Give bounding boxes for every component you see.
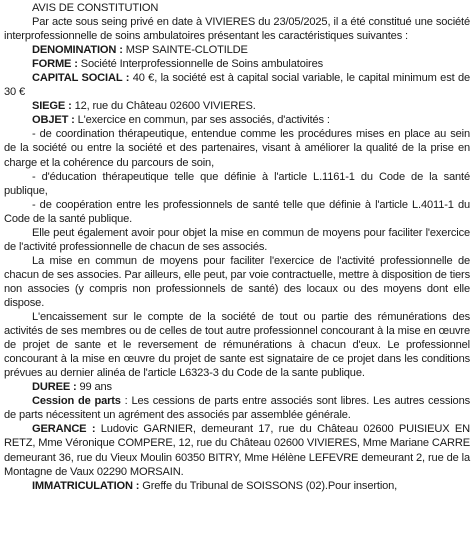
body-paragraph: La mise en commun de moyens pour faciliter l'exercice de l'activité professionnelle de chacun de ses associes. Par ailleurs, elle peut, par voie contractuelle, mettre à disposition de tiers non associes (y compris non professionnels de santé) des locaux ou des moyens dont elle dispose. [4, 254, 470, 309]
field-cession [4, 394, 470, 422]
cession-value: : Les cessions de parts entre associés sont libres. Les autres cessions de parts nécessitent un agrément des associés par assemblée générale. [4, 395, 470, 422]
objet-label: OBJET : [32, 114, 75, 127]
field-gerance [4, 422, 470, 478]
gerance-label: GERANCE : [32, 423, 96, 436]
objet-item: - d'éducation thérapeutique telle que définie à l'article L.1161-1 du Code de la santé publique, [4, 170, 470, 197]
objet-item: - de coordination thérapeutique, entendue comme les procédures mises en place au sein de la société ou entre la société et des partenaires, visant à améliorer la qualité de la prise en charge et la cohérence du parcours de soin, [4, 128, 470, 169]
field-immatriculation [4, 479, 470, 493]
denomination-label: DENOMINATION : [32, 44, 123, 57]
duree-value: 99 ans [76, 381, 112, 394]
capital-label: CAPITAL SOCIAL : [32, 72, 130, 85]
body-paragraph: Elle peut également avoir pour objet la mise en commun de moyens pour faciliter l'exercice de l'activité professionnelle de chacun de ses associés. [4, 226, 470, 253]
field-siege [4, 99, 470, 113]
notice-intro: Par acte sous seing privé en date à VIVIERES du 23/05/2025, il a été constitué une société interprofessionnelle de soins ambulatoires présentant les caractéristiques suivantes : [4, 16, 470, 43]
field-capital [4, 71, 470, 99]
cession-label: Cession de parts [32, 395, 121, 408]
duree-label: DUREE : [32, 381, 77, 394]
forme-value: Société Interprofessionnelle de Soins ambulatoires [77, 58, 323, 71]
capital-value: 40 €, la société est à capital social variable, le capital minimum est de 30 € [4, 72, 471, 99]
objet-value: L'exercice en commun, par ses associés, d'activités : [74, 114, 330, 127]
field-forme [4, 57, 470, 71]
field-duree [4, 380, 470, 394]
siege-value: 12, rue du Château 02600 VIVIERES. [71, 100, 256, 113]
objet-item: - de coopération entre les professionnels de santé telle que définie à l'article L.4011-1 du Code de la santé publique. [4, 198, 470, 225]
notice-title: AVIS DE CONSTITUTION [32, 2, 159, 14]
immatriculation-value: Greffe du Tribunal de SOISSONS (02).Pour insertion, [139, 479, 398, 492]
immatriculation-label: IMMATRICULATION : [32, 479, 140, 492]
field-denomination [4, 43, 470, 57]
body-paragraph: L'encaissement sur le compte de la société de tout ou partie des rémunérations des activités de ses membres ou de celles de tout autre professionnel concourant à la mise en œuvre de projet de sante et le reversement de rémunérations à chacun d'eux. Le professionnel concourant à la mise en œuvre du projet de sante est signataire de ce projet dans les conditions prévues au dernier alinéa de l'article L6323-3 du Code de la sante publique. [4, 311, 470, 380]
siege-label: SIEGE : [32, 100, 72, 113]
field-objet [4, 113, 470, 127]
denomination-value: MSP SAINTE-CLOTILDE [122, 44, 248, 57]
gerance-value: Ludovic GARNIER, demeurant 17, rue du Château 02600 PUISIEUX EN RETZ, Mme Véronique COMPERE, 12, rue du Château 02600 VIVIERES, Mme Mariane CARRE demeurant 36, rue du Vieux Moulin 60350 BITRY, Mme Hélène LEFEVRE demeurant 2, rue de la Montagne de Vaux 02290 MORSAIN. [4, 423, 470, 478]
forme-label: FORME : [32, 58, 78, 71]
